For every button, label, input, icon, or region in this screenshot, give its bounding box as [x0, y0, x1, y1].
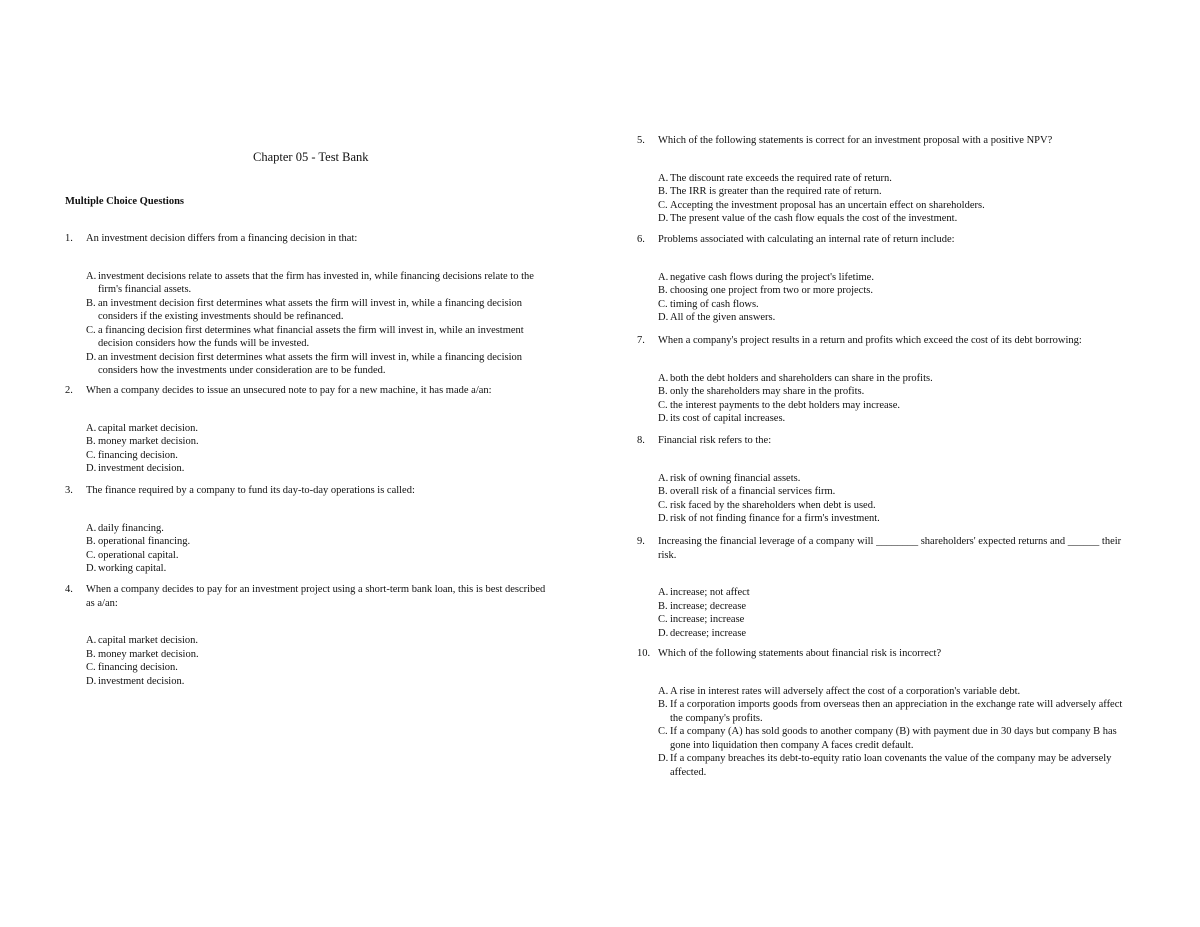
option-text: money market decision. [98, 648, 199, 660]
option-letter: C. [658, 199, 668, 211]
question-number: 1. [65, 233, 73, 244]
answer-option [86, 462, 555, 476]
answer-option [658, 512, 1127, 526]
option-letter: C. [658, 298, 668, 310]
question-10 [637, 647, 1127, 779]
option-text: operational capital. [98, 549, 179, 561]
question-stem [637, 535, 1127, 562]
answer-option [658, 600, 1127, 614]
option-letter: D. [86, 351, 97, 363]
page-title: Chapter 05 - Test Bank [253, 150, 369, 164]
option-text: its cost of capital increases. [670, 413, 786, 424]
option-letter: D. [658, 413, 669, 424]
answer-option [86, 297, 555, 324]
answer-option [86, 535, 555, 549]
option-letter: C. [86, 449, 96, 461]
option-letter: C. [86, 662, 96, 673]
option-text: The IRR is greater than the required rate of return. [670, 186, 882, 197]
answer-option [658, 185, 1127, 199]
answer-options [658, 172, 1127, 226]
option-letter: B. [658, 186, 668, 197]
option-text: investment decision. [98, 675, 185, 687]
question-number: 8. [637, 435, 645, 446]
option-text: the interest payments to the debt holders may increase. [670, 399, 901, 411]
option-letter: C. [658, 614, 668, 625]
option-text: Accepting the investment proposal has an uncertain effect on shareholders. [670, 199, 985, 211]
option-text: operational financing. [98, 536, 191, 547]
option-text: If a corporation imports goods from overseas then an appreciation in the exchange rate will adversely affect the company's profits. [670, 699, 1123, 724]
option-text: choosing one project from two or more projects. [670, 285, 873, 296]
question-number: 5. [637, 135, 645, 146]
answer-option [86, 324, 555, 351]
answer-option [658, 586, 1127, 600]
question-4 [65, 583, 555, 688]
option-text: A rise in interest rates will adversely affect the cost of a corporation's variable debt. [670, 685, 1021, 697]
question-6 [637, 233, 1127, 325]
answer-option [86, 435, 555, 449]
answer-option [658, 485, 1127, 499]
answer-option [86, 351, 555, 378]
option-text: capital market decision. [98, 422, 199, 434]
question-text: Problems associated with calculating an internal rate of return include: [658, 234, 955, 245]
question-number: 9. [637, 536, 645, 547]
answer-option [658, 499, 1127, 513]
answer-option [658, 725, 1127, 752]
question-7 [637, 334, 1127, 426]
answer-option [86, 648, 555, 662]
option-letter: C. [658, 399, 668, 411]
option-letter: D. [658, 627, 669, 639]
option-letter: B. [86, 536, 96, 547]
answer-option [658, 311, 1127, 325]
answer-option [86, 661, 555, 675]
answer-option [86, 562, 555, 576]
option-text: timing of cash flows. [670, 298, 759, 310]
question-stem [65, 583, 555, 610]
option-text: working capital. [98, 563, 167, 574]
option-text: increase; not affect [670, 587, 750, 598]
answer-option [658, 399, 1127, 413]
answer-option [86, 422, 555, 436]
option-letter: A. [86, 422, 97, 434]
option-letter: D. [86, 675, 97, 687]
answer-option [658, 298, 1127, 312]
option-letter: A. [86, 635, 97, 646]
question-1 [65, 232, 555, 378]
option-letter: D. [658, 753, 669, 764]
option-letter: B. [658, 285, 668, 296]
question-stem [65, 384, 555, 398]
option-letter: C. [658, 726, 668, 737]
option-letter: C. [86, 549, 96, 561]
option-text: a financing decision first determines what financial assets the firm will invest in, while an investment decision considers how the funds will be invested. [98, 324, 524, 349]
option-text: investment decision. [98, 463, 185, 474]
question-text: When a company decides to issue an unsecured note to pay for a new machine, it has made a/an: [86, 385, 492, 396]
option-text: increase; increase [670, 614, 745, 625]
question-9 [637, 535, 1127, 640]
question-stem [637, 434, 1127, 448]
answer-option [658, 613, 1127, 627]
option-letter: C. [658, 499, 668, 511]
option-letter: D. [658, 513, 669, 524]
option-text: overall risk of a financial services firm. [670, 486, 836, 497]
answer-option [658, 212, 1127, 226]
answer-option [86, 522, 555, 536]
question-text: Financial risk refers to the: [658, 435, 772, 446]
option-text: financing decision. [98, 662, 178, 673]
answer-options [658, 372, 1127, 426]
answer-options [86, 522, 555, 576]
option-letter: A. [658, 587, 669, 598]
option-letter: C. [86, 324, 96, 336]
option-letter: D. [658, 312, 669, 323]
option-text: risk of owning financial assets. [670, 472, 801, 484]
option-text: capital market decision. [98, 635, 199, 646]
question-2 [65, 384, 555, 476]
answer-option [658, 412, 1127, 426]
option-letter: A. [658, 271, 669, 283]
option-letter: B. [658, 600, 668, 612]
answer-option [86, 634, 555, 648]
option-text: risk faced by the shareholders when debt is used. [670, 499, 876, 511]
question-text: An investment decision differs from a financing decision in that: [86, 233, 358, 244]
answer-options [658, 472, 1127, 526]
option-letter: A. [658, 372, 669, 384]
option-text: If a company (A) has sold goods to another company (B) with payment due in 30 days but company B has gone into liquidation then company A faces credit default. [670, 726, 1117, 751]
option-letter: B. [658, 699, 668, 710]
option-letter: B. [86, 297, 96, 309]
answer-option [658, 752, 1127, 779]
answer-option [658, 698, 1127, 725]
option-letter: B. [86, 436, 96, 447]
question-text: Increasing the financial leverage of a company will ________ shareholders' expected returns and ______ their risk. [658, 536, 1122, 561]
question-number: 10. [637, 648, 651, 659]
option-letter: B. [658, 386, 668, 397]
option-text: negative cash flows during the project's lifetime. [670, 271, 874, 283]
question-number: 4. [65, 584, 73, 595]
option-text: decrease; increase [670, 627, 747, 639]
answer-option [658, 627, 1127, 641]
question-stem [65, 232, 555, 246]
question-text: When a company decides to pay for an investment project using a short-term bank loan, this is best described as a/an: [86, 584, 546, 609]
option-letter: A. [658, 685, 669, 697]
question-text: When a company's project results in a return and profits which exceed the cost of its debt borrowing: [658, 335, 1082, 346]
question-stem [637, 334, 1127, 348]
option-text: If a company breaches its debt-to-equity ratio loan covenants the value of the company may be adversely affected. [670, 753, 1112, 778]
option-text: an investment decision first determines what assets the firm will invest in, while a financing decision considers if the existing investments should be refinanced. [98, 297, 522, 322]
option-text: investment decisions relate to assets that the firm has invested in, while financing decisions relate to the firm's financial assets. [98, 270, 534, 295]
question-number: 6. [637, 234, 645, 245]
option-letter: B. [658, 486, 668, 497]
answer-options [86, 422, 555, 476]
question-stem [65, 484, 555, 498]
option-letter: A. [658, 472, 669, 484]
answer-options [658, 586, 1127, 640]
question-stem [637, 233, 1127, 247]
answer-option [658, 199, 1127, 213]
answer-options [86, 634, 555, 688]
question-stem [637, 647, 1127, 661]
option-text: both the debt holders and shareholders can share in the profits. [670, 372, 933, 384]
question-number: 7. [637, 335, 645, 346]
option-text: daily financing. [98, 522, 164, 534]
answer-option [86, 449, 555, 463]
option-text: The present value of the cash flow equals the cost of the investment. [670, 213, 958, 224]
option-letter: A. [658, 172, 669, 184]
answer-option [658, 284, 1127, 298]
answer-option [658, 685, 1127, 699]
answer-option [658, 385, 1127, 399]
option-text: financing decision. [98, 449, 178, 461]
answer-option [658, 372, 1127, 386]
answer-options [86, 270, 555, 378]
option-text: The discount rate exceeds the required rate of return. [670, 172, 892, 184]
answer-option [658, 172, 1127, 186]
option-letter: B. [86, 648, 96, 660]
option-letter: D. [658, 213, 669, 224]
option-letter: D. [86, 563, 97, 574]
question-number: 2. [65, 385, 73, 396]
question-5 [637, 134, 1127, 226]
option-text: increase; decrease [670, 600, 747, 612]
answer-option [86, 270, 555, 297]
option-text: an investment decision first determines what assets the firm will invest in, while a financing decision considers how the investments under consideration are to be funded. [98, 351, 522, 376]
option-text: All of the given answers. [670, 312, 776, 323]
option-text: risk of not finding finance for a firm's investment. [670, 513, 880, 524]
answer-option [658, 472, 1127, 486]
question-text: Which of the following statements about financial risk is incorrect? [658, 648, 942, 659]
question-text: The finance required by a company to fund its day-to-day operations is called: [86, 485, 415, 496]
answer-option [86, 549, 555, 563]
section-heading: Multiple Choice Questions [65, 196, 185, 207]
option-letter: D. [86, 463, 97, 474]
question-8 [637, 434, 1127, 526]
answer-option [86, 675, 555, 689]
answer-options [658, 685, 1127, 780]
option-letter: A. [86, 522, 97, 534]
answer-options [658, 271, 1127, 325]
question-number: 3. [65, 485, 73, 496]
question-text: Which of the following statements is correct for an investment proposal with a positive NPV? [658, 135, 1053, 146]
option-letter: A. [86, 270, 97, 282]
answer-option [658, 271, 1127, 285]
question-stem [637, 134, 1127, 148]
option-text: only the shareholders may share in the profits. [670, 386, 865, 397]
question-3 [65, 484, 555, 576]
option-text: money market decision. [98, 436, 199, 447]
